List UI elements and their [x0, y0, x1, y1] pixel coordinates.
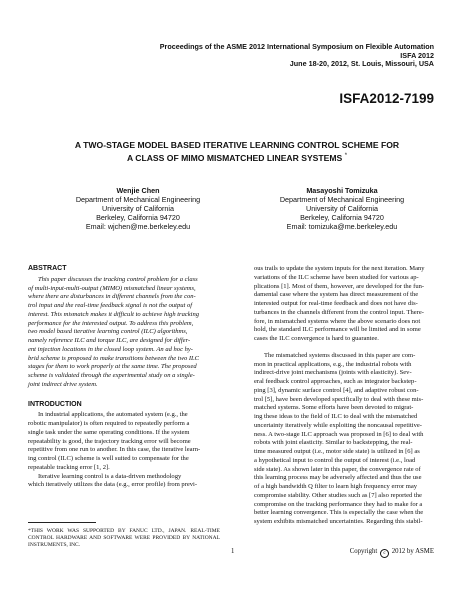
- body-line: time measured output (i.e., motor side state) is utilized in [6] as: [254, 448, 420, 455]
- body-line: single task under the same operating conditions. If the system: [28, 428, 190, 436]
- body-line: robots with joint elasticity. Similar to backstepping, the real-: [254, 439, 413, 447]
- abstract-line: trol input and the real-time feedback signal is not the output of: [28, 302, 193, 309]
- body-line: fore, in mismatched systems where the above scenario does not: [254, 317, 421, 325]
- abstract-line: interest. This mismatch makes it difficult to achieve high tracking: [28, 310, 200, 318]
- body-line: uncertainty iteratively while exploiting the noncausal repetitive-: [254, 421, 422, 429]
- body-line: repeatable tracking error [1, 2].: [28, 463, 110, 471]
- body-line: ping [3], dynamic surface control [4], and adaptive robust con-: [254, 386, 419, 394]
- author-university: University of California: [102, 203, 174, 213]
- abstract-text: [28, 276, 220, 390]
- abstract-line: performance for the interested output. To address this problem,: [28, 319, 194, 327]
- body-line: matched systems. Some efforts have been devoted to migrat-: [254, 404, 414, 412]
- abstract-line: joint indirect drive system.: [28, 380, 98, 388]
- body-line: hold, the standard ILC performance will be limited and in some: [254, 326, 421, 334]
- body-line: ing these ideas to the field of ILC to deal with the mismatched: [254, 413, 418, 420]
- author-block: [252, 187, 432, 232]
- body-line: mon in practical applications, e.g., the industrial robots with: [254, 360, 412, 368]
- body-line: cases the ILC convergence is hard to guarantee.: [254, 335, 379, 342]
- abstract-line: This paper discusses the tracking control problem for a class: [38, 275, 198, 283]
- body-line: plications [1]. Most of them, however, are developed for the fun-: [254, 282, 425, 290]
- body-line: eral feedback control approaches, such as integrator backstep-: [254, 378, 417, 385]
- title-footnote-mark: *: [344, 152, 348, 159]
- author-department: Department of Mechanical Engineering: [279, 194, 405, 204]
- title-line-2: [40, 151, 434, 163]
- body-line: damental case where the system has direct measurement of the: [254, 291, 419, 299]
- body-line: which iteratively utilizes the data (e.g., error profile) from previ-: [28, 481, 198, 489]
- abstract-line: of multi-input-multi-output (MIMO) mismatched linear systems,: [28, 284, 196, 292]
- body-line: indirect-drive joint mechanisms (joints with elasticity). Sev-: [254, 369, 412, 377]
- body-line: Iterative learning control is a data-driven methodology: [38, 472, 182, 480]
- paper-title: [40, 140, 434, 163]
- abstract-line: stages for them to work properly at the same time. The proposed: [28, 363, 197, 371]
- abstract-line: two model based iterative learning control (ILC) algorithms,: [28, 328, 188, 336]
- body-paragraph: [254, 352, 446, 527]
- copyright-symbol: c: [380, 549, 389, 558]
- proceedings-line: ISFA 2012: [400, 50, 434, 60]
- body-line: this learning process may be adversely affected and thus the use: [254, 474, 422, 482]
- footnote-divider: [28, 522, 96, 523]
- author-email: Email: wjchen@me.berkeley.edu: [85, 221, 191, 231]
- proceedings-line: June 18-20, 2012, St. Louis, Missouri, USA: [289, 59, 434, 69]
- intro-paragraph: [28, 411, 220, 472]
- body-paragraph: [254, 265, 446, 344]
- abstract-line: where there are disturbances in different channels from the con-: [28, 293, 196, 301]
- proceedings-header: [160, 43, 434, 69]
- body-line: repetitive from one run to another. In this case, the iterative learn-: [28, 446, 201, 454]
- body-line: compromise on the tracking performance they had to make for a: [254, 500, 423, 508]
- abstract-line: brid scheme is proposed to make transitions between the two ILC: [28, 354, 200, 362]
- left-column: [28, 265, 220, 490]
- body-line: variations of the ILC scheme have been studied for various ap-: [254, 273, 419, 281]
- abstract-line: namely reference ILC and torque ILC, are designed for differ-: [28, 337, 191, 344]
- author-address: Berkeley, California 94720: [300, 212, 384, 222]
- body-line: ous trails to update the system inputs for the next iteration. Many: [254, 265, 425, 272]
- introduction-heading: INTRODUCTION: [28, 400, 82, 408]
- author-name: Wenjie Chen: [116, 186, 160, 195]
- footnote: *THIS WORK WAS SUPPORTED BY FANUC LTD., JAPAN. REAL-TIME CONTROL HARDWARE AND SOFTWARE WERE PROVIDED BY NATIONAL INSTRUMENTS, INC.: [28, 528, 220, 548]
- title-line: A TWO-STAGE MODEL BASED ITERATIVE LEARNING CONTROL SCHEME FOR: [74, 140, 400, 150]
- copyright-suffix: 2012 by ASME: [391, 548, 434, 555]
- paper-id: ISFA2012-7199: [339, 91, 434, 106]
- body-line: a hypothetical input to control the output of interest (i.e., load: [254, 456, 416, 464]
- author-department: Department of Mechanical Engineering: [75, 194, 201, 204]
- body-line: of a high bandwidth Q filter to learn high frequency error may: [254, 483, 418, 490]
- body-line: robotic manipulator) is often required to repeatedly perform a: [28, 420, 190, 427]
- body-line: The mismatched systems discussed in this paper are com-: [264, 351, 416, 359]
- abstract-line: scheme is validated through the experimental study on a single-: [28, 372, 195, 379]
- abstract-heading: ABSTRACT: [28, 265, 67, 272]
- body-line: trol [5], have been developed specifically to deal with these mis-: [254, 395, 424, 403]
- copyright-prefix: Copyright: [349, 548, 378, 555]
- body-line: In industrial applications, the automated system (e.g., the: [38, 411, 188, 419]
- body-line: system exhibits mismatched uncertainties. Regarding this stabil-: [254, 518, 423, 525]
- right-column: [254, 265, 446, 527]
- body-line: interested output for real-time feedback and does not have dis-: [254, 300, 418, 307]
- body-line: turbances in the channels different from the control input. There-: [254, 308, 424, 316]
- body-line: side state). As shown later in this paper, the convergence rate of: [254, 465, 421, 473]
- author-name: Masayoshi Tomizuka: [306, 186, 378, 195]
- author-university: University of California: [306, 203, 378, 213]
- page-number: 1: [231, 548, 235, 555]
- intro-paragraph: [28, 473, 220, 491]
- proceedings-line: Proceedings of the ASME 2012 International Symposium on Flexible Automation: [159, 42, 434, 51]
- body-line: repeatability is good, the trajectory tracking error will become: [28, 437, 191, 445]
- copyright-notice: [350, 548, 434, 558]
- author-block: [48, 187, 228, 232]
- body-line: compromise stability. Other studies such as [7] also reported the: [254, 491, 422, 499]
- body-line: better learning convergence. This is especially the case when the: [254, 509, 424, 517]
- body-line: ness. A two-stage ILC approach was proposed in [6] to deal with: [254, 430, 424, 438]
- author-email: Email: tomizuka@me.berkeley.edu: [286, 221, 398, 231]
- abstract-line: ent injection locations in the closed loop system. An ad hoc hy-: [28, 345, 193, 353]
- author-address: Berkeley, California 94720: [96, 212, 180, 222]
- title-line: A CLASS OF MIMO MISMATCHED LINEAR SYSTEMS: [126, 152, 343, 163]
- body-line: ing control (ILC) scheme is well suited to compensate for the: [28, 455, 189, 462]
